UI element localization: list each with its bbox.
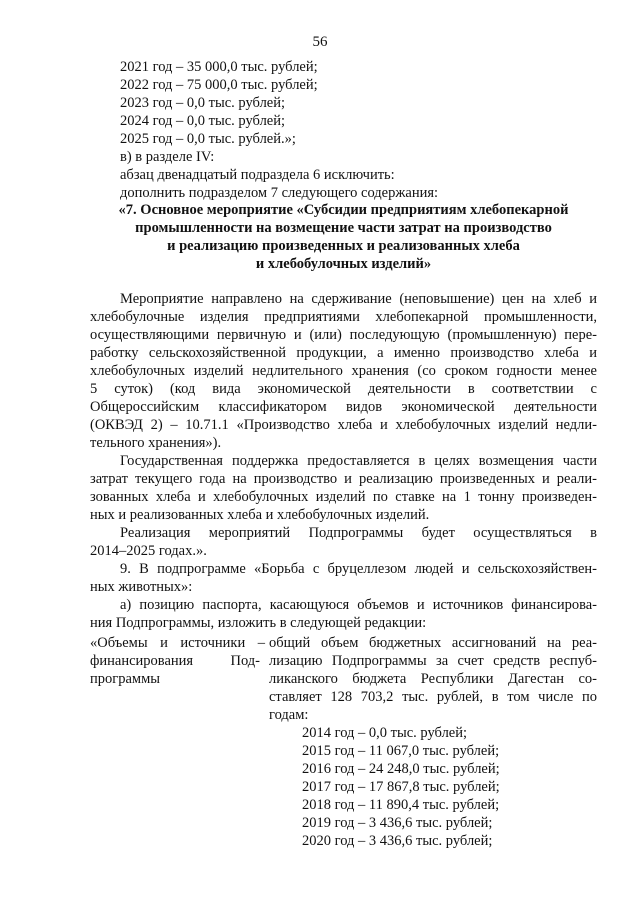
paragraph-line: Государственная поддержка предоставляется в целях возмещения части	[120, 453, 597, 469]
section-heading-line: «7. Основное мероприятие «Субсидии предприятиям хлебопекарной	[118, 202, 569, 218]
funding-prev-line: 2024 год – 0,0 тыс. рублей;	[120, 113, 286, 129]
section-heading-line: промышленности на возмещение части затрат на производство	[135, 220, 552, 236]
paragraph-line: 2014–2025 годах.».	[90, 543, 207, 559]
paragraph-line: Мероприятие направлено на сдерживание (неповышение) цен на хлеб и	[120, 291, 597, 307]
funding-new-line: 2020 год – 3 436,6 тыс. рублей;	[302, 833, 493, 849]
funding-new-line: 2014 год – 0,0 тыс. рублей;	[302, 725, 468, 741]
passport-label-line: программы	[90, 671, 160, 687]
funding-new-line: 2018 год – 11 890,4 тыс. рублей;	[302, 797, 500, 813]
paragraph-line: работку сельскохозяйственной продукции, а именно производство хлеба и	[90, 345, 597, 361]
section-heading-line: и хлебобулочных изделий»	[255, 256, 432, 272]
funding-prev-line: 2023 год – 0,0 тыс. рублей;	[120, 95, 286, 111]
funding-new-line: 2016 год – 24 248,0 тыс. рублей;	[302, 761, 500, 777]
instruction-line: абзац двенадцатый подраздела 6 исключить:	[120, 167, 395, 183]
paragraph-line: ных и реализованных хлеба и хлебобулочных изделий.	[90, 507, 430, 523]
paragraph-line: хлебобулочные изделия предприятиями хлебопекарной промышленности,	[90, 309, 597, 325]
passport-label-line: финансирования Под-	[90, 653, 260, 669]
instruction-line: дополнить подразделом 7 следующего содержания:	[120, 185, 439, 201]
funding-new-line: 2019 год – 3 436,6 тыс. рублей;	[302, 815, 493, 831]
paragraph-line: Реализация мероприятий Подпрограммы будет осуществляться в	[120, 525, 597, 541]
page-number: 56	[312, 34, 328, 50]
section-heading-line: и реализацию произведенных и реализованных хлеба	[167, 238, 520, 254]
paragraph-line: Общероссийским классификатором видов экономической деятельности	[90, 399, 597, 415]
paragraph-line: 9. В подпрограмме «Борьба с бруцеллезом людей и сельскохозяйствен-	[120, 561, 597, 577]
passport-value-line: лизацию Подпрограммы за счет средств респуб-	[269, 653, 597, 669]
funding-new-line: 2015 год – 11 067,0 тыс. рублей;	[302, 743, 500, 759]
paragraph-line: ния Подпрограммы, изложить в следующей редакции:	[90, 615, 427, 631]
funding-prev-line: 2025 год – 0,0 тыс. рублей.»;	[120, 131, 296, 147]
passport-value-line: ликанского бюджета Республики Дагестан со-	[269, 671, 597, 687]
paragraph-line: затрат текущего года на производство и реализацию произведенных и реали-	[90, 471, 597, 487]
paragraph-line: хлебобулочных изделий недлительного хранения (со сроком годности менее	[90, 363, 597, 379]
paragraph-line: 5 суток) (код вида экономической деятельности в соответствии с	[90, 381, 597, 397]
passport-label-line: «Объемы и источники –	[90, 635, 265, 651]
paragraph-line: зованных хлеба и хлебобулочных изделий по ставке на 1 тонну произведен-	[90, 489, 597, 505]
passport-value-line: годам:	[269, 707, 309, 723]
passport-value-line: ставляет 128 703,2 тыс. рублей, в том числе по	[269, 689, 597, 705]
paragraph-line: (ОКВЭД 2) – 10.71.1 «Производство хлеба и хлебобулочных изделий недли-	[90, 417, 597, 433]
funding-new-line: 2017 год – 17 867,8 тыс. рублей;	[302, 779, 500, 795]
paragraph-line: тельного хранения»).	[90, 435, 222, 451]
paragraph-line: ных животных»:	[90, 579, 193, 595]
paragraph-line: а) позицию паспорта, касающуюся объемов и источников финансирова-	[120, 597, 597, 613]
funding-prev-line: 2021 год – 35 000,0 тыс. рублей;	[120, 59, 318, 75]
instruction-line: в) в разделе IV:	[120, 149, 215, 165]
paragraph-line: осуществляющими первичную и (или) последующую (промышленную) пере-	[90, 327, 597, 343]
passport-value-line: общий объем бюджетных ассигнований на реа-	[269, 635, 597, 651]
funding-prev-line: 2022 год – 75 000,0 тыс. рублей;	[120, 77, 318, 93]
